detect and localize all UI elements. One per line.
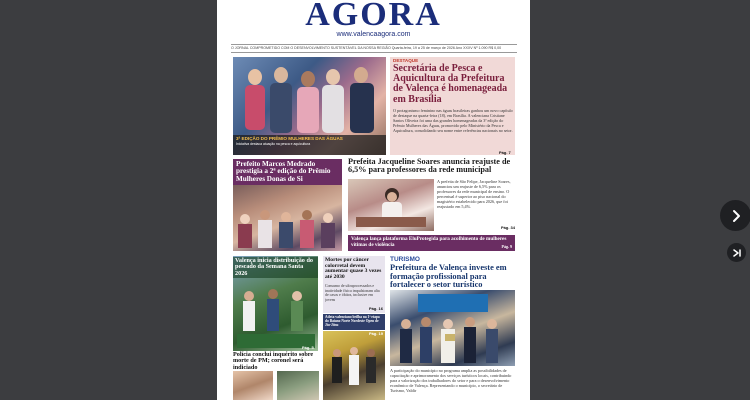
top-story-page-ref: Pág. 7	[499, 150, 511, 155]
police-story-photo-left	[233, 371, 273, 400]
dones-story-headline[interactable]: Prefeito Marcos Medrado prestigia a 2ª edição do Prêmio Mulheres Donas de Si	[236, 160, 331, 183]
masthead	[217, 0, 530, 46]
woman-at-desk-icon	[348, 179, 434, 231]
fish-story-headline[interactable]: Valença inicia distribuição do pescado da Semana Santa 2026	[233, 257, 318, 278]
newspaper-url: www.valencaagora.com	[336, 31, 411, 38]
caption-title: 3ª EDIÇÃO DO PRÊMIO MULHERES DAS ÁGUAS	[236, 136, 343, 141]
athletes-icon	[323, 331, 385, 400]
chevron-right-icon	[729, 209, 743, 223]
teachers-story-body: A prefeita de São Felipe, Jacqueline Soares, anunciou um reajuste de 6,5% para os professores da rede municipal de ensino. O percentual é superior ao piso nacional do magistério estabelecido para 2026, que foi reajustado em 5,4%.	[437, 179, 511, 209]
newspaper-logo: AGORA	[305, 0, 442, 33]
next-page-button[interactable]	[720, 200, 750, 231]
skip-to-end-icon	[732, 248, 742, 258]
top-story-headline[interactable]: Secretária de Pesca e Aquicultura da Prefeitura de Valença é homenageada em Brasília	[393, 63, 508, 105]
caption-subtitle: Iniciativa destaca atuação na pesca e aquicultura	[236, 141, 311, 146]
athlete-story-page-ref: Pág. 19	[369, 331, 384, 336]
athlete-story-headline[interactable]: Atleta valenciano brilha na 1ª etapa do Baiano Norte Nordeste Open de Jiu-Jitsu	[325, 315, 380, 328]
top-story-body: O protagonismo feminino nas águas brasileiras ganhou um novo capítulo de destaque na quarta-feira (18), em Brasília. A valenciana Cristiane Santos Oliveira foi uma das grandes homenageadas da 3ª edição do Prêmio Mulheres das Águas, promovido pelo Ministério da Pesca e Aquicultura, consolidando seu nome entre referências nacionais no setor.	[393, 109, 513, 133]
tourism-story-kicker: TURISMO	[390, 256, 420, 263]
platform-story-headline: Valença lança plataforma EluProtegida para acolhimento de mulheres vítimas de violência	[351, 236, 507, 248]
crowd-icon	[233, 185, 342, 251]
teachers-story-photo	[348, 179, 434, 231]
newspaper-page[interactable]	[217, 0, 530, 400]
dones-story-band	[233, 159, 342, 185]
last-page-button[interactable]	[727, 243, 746, 262]
newspaper-tagline: O JORNAL COMPROMETIDO COM O DESENVOLVIMENTO SUSTENTÁVEL DA NOSSA REGIÃO Quarta-feira, 19 a 25 de março de 2026 Ano XXXV Nº 1.090 R$ 0,00	[231, 44, 517, 53]
fish-story-page-ref: Pág. 5	[302, 345, 314, 350]
police-story-photo-right	[277, 371, 319, 400]
cancer-story-headline[interactable]: Mortes por câncer colorretal devem aumentar quase 3 vezes até 2030	[325, 257, 382, 281]
athlete-story-photo	[323, 331, 385, 400]
ceremony-group-icon	[390, 290, 515, 366]
cancer-story-page-ref: Pág. 16	[369, 306, 384, 311]
cancer-story-body: Consumo de ultraprocessados e inatividade física impulsionam alta de casos e óbitos, inclusive em jovens	[325, 284, 380, 302]
top-story-photo-caption	[233, 135, 386, 155]
dones-story-photo	[233, 185, 342, 251]
police-story-headline[interactable]: Polícia conclui inquérito sobre morte de PM; coronel será indiciado	[233, 351, 314, 371]
top-story-kicker: DESTAQUE	[393, 58, 419, 63]
tourism-story-headline[interactable]: Prefeitura de Valença investe em formação profissional para fortalecer o setor turístico	[390, 263, 507, 290]
tourism-story-photo	[390, 290, 515, 366]
tourism-story-body: A participação do município no programa amplia as possibilidades de capacitação e aprimoramento dos serviços turísticos locais, contribuindo para a valorização dos trabalhadores do setor e para o desenvolvimento econômico de Valença. Representando o município, o secretário de Turismo, Valdir	[390, 368, 512, 393]
teachers-story-page-ref: Pág. 34	[501, 225, 516, 230]
platform-story-page-ref: Pág. 9	[501, 244, 512, 249]
platform-story-band[interactable]	[348, 235, 515, 251]
teachers-story-headline[interactable]: Prefeita Jacqueline Soares anuncia reajuste de 6,5% para professores da rede municipal	[348, 157, 511, 175]
